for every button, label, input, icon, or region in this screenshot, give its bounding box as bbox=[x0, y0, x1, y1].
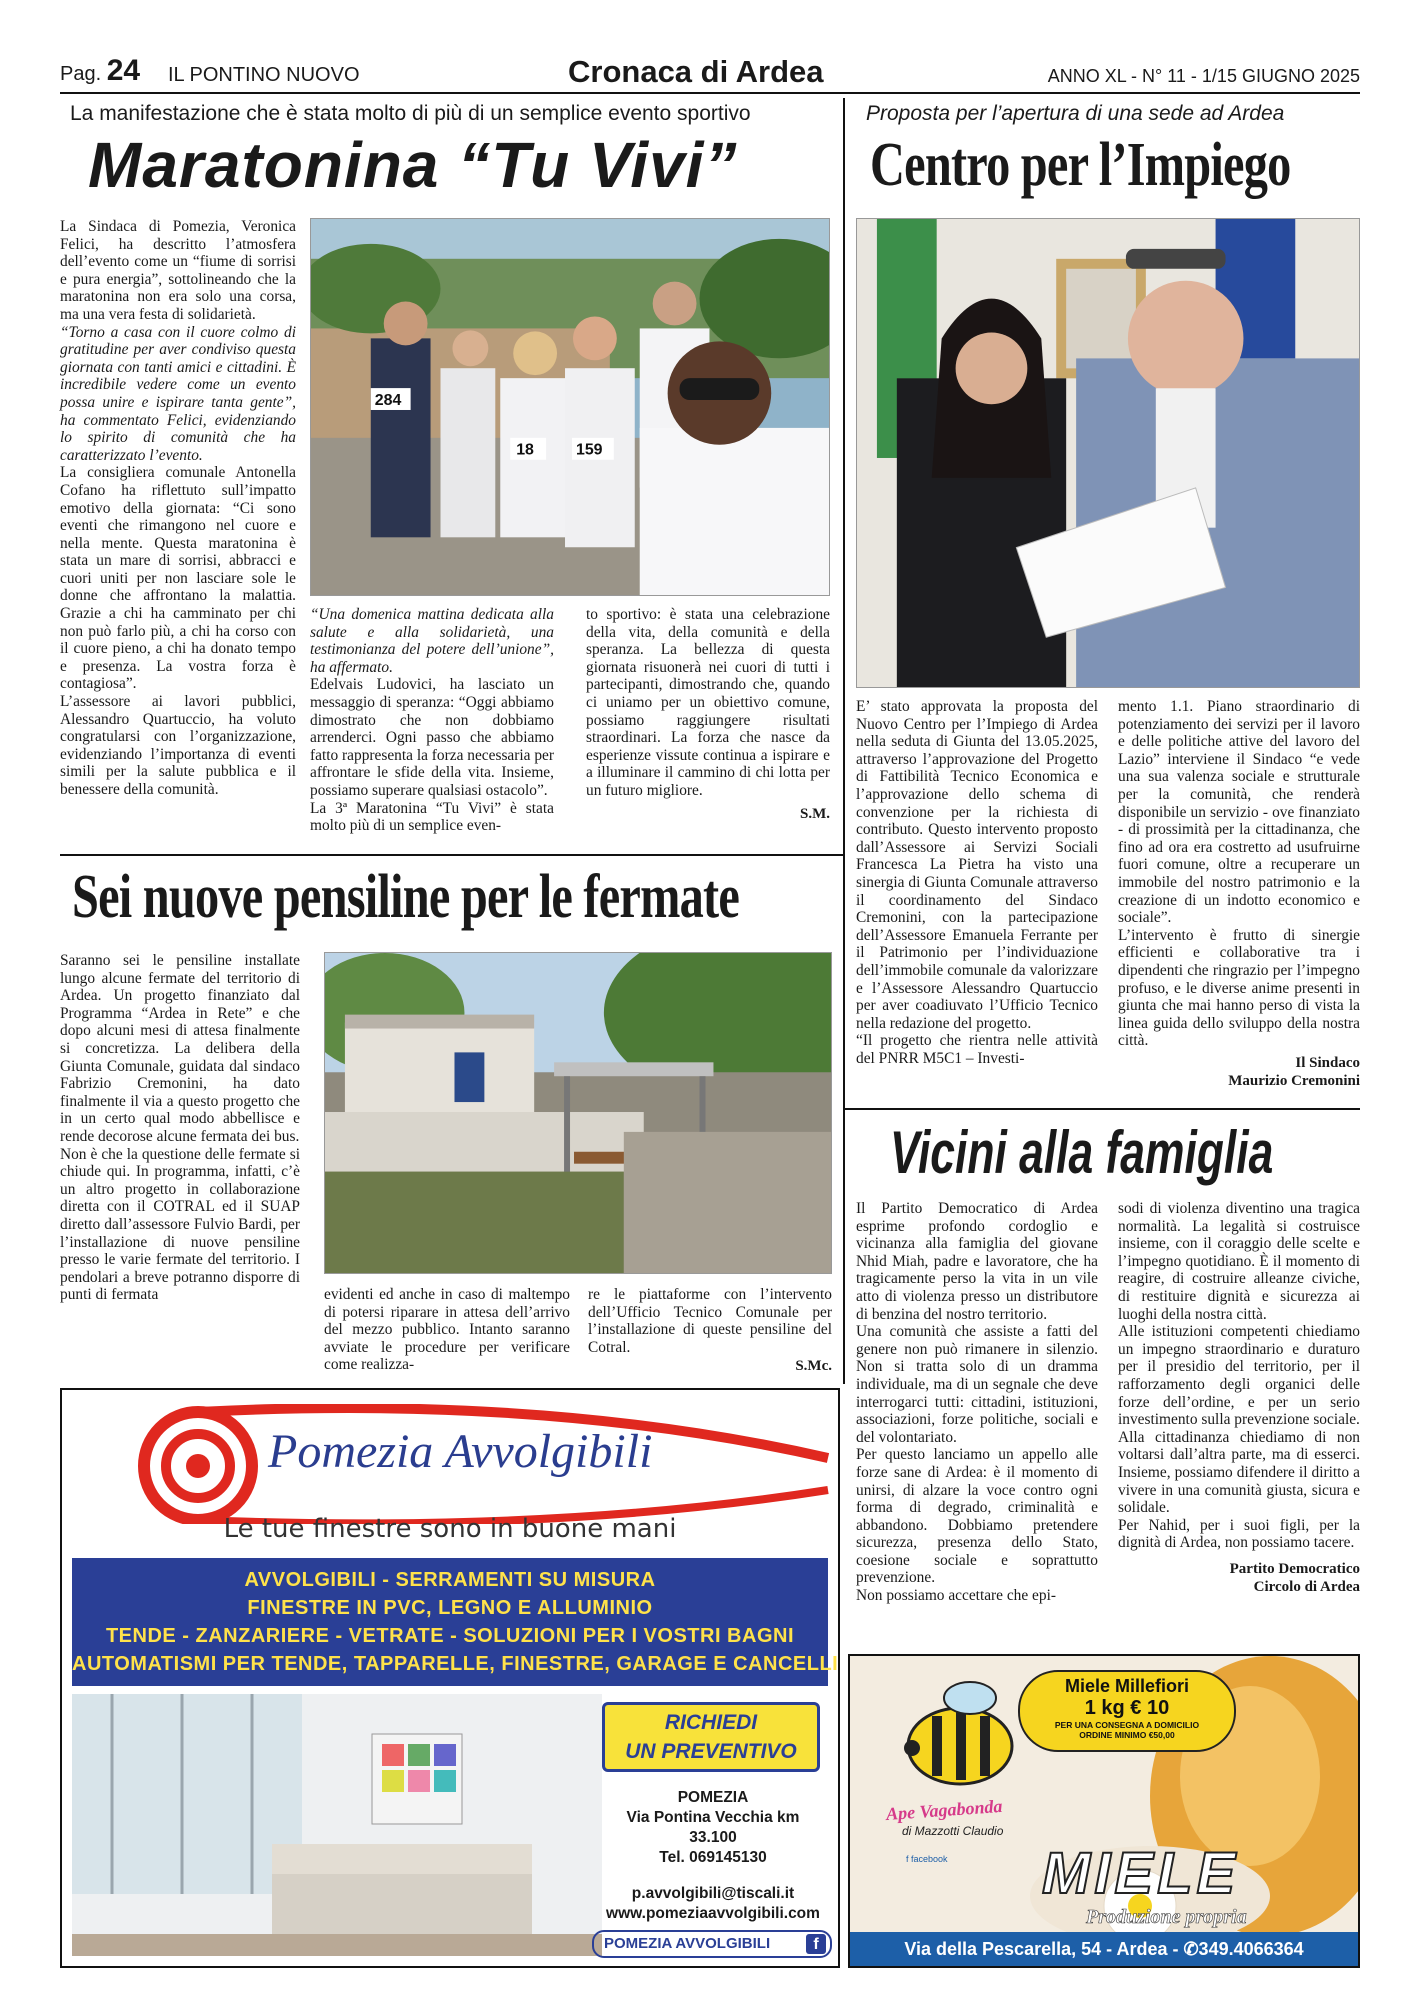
pensiline-headline: Sei nuove pensiline per le fermate bbox=[72, 863, 740, 931]
facebook-label: facebook bbox=[911, 1854, 948, 1864]
pensiline-col-3 bbox=[588, 1286, 832, 1376]
paragraph: re le piattaforme con l’intervento dell’Ufficio Tecnico Comunale per l’installazione di queste pensiline del Cotral. bbox=[588, 1286, 832, 1356]
ad-address: Via Pontina Vecchia km 33.100 bbox=[626, 1809, 800, 1846]
cta-line: RICHIEDI bbox=[664, 1711, 758, 1734]
facebook-label: POMEZIA AVVOLGIBILI bbox=[604, 1935, 771, 1952]
ad-city: POMEZIA bbox=[677, 1789, 749, 1806]
price-badge bbox=[1018, 1670, 1236, 1752]
section-divider bbox=[845, 1108, 1360, 1110]
ad-room-photo bbox=[72, 1694, 602, 1956]
byline: Circolo di Ardea bbox=[1253, 1578, 1360, 1595]
offer-line: Miele Millefiori bbox=[1064, 1676, 1190, 1696]
ad-email-link[interactable]: p.avvolgibili@tiscali.it bbox=[631, 1885, 795, 1902]
pensiline-photo bbox=[324, 952, 832, 1274]
paragraph: L’assessore ai lavori pubblici, Alessandro Quartuccio, ha voluto congratularsi con l’organizzazione, evidenziando l’importanza di eventi simili per la salute pubblica e il benessere della comunità. bbox=[60, 693, 296, 798]
service-line: AVVOLGIBILI - SERRAMENTI SU MISURA bbox=[244, 1569, 656, 1591]
bib-number: 284 bbox=[374, 392, 402, 410]
bib-number: 159 bbox=[575, 441, 603, 459]
service-line: FINESTRE IN PVC, LEGNO E ALLUMINIO bbox=[247, 1597, 653, 1619]
facebook-icon: f bbox=[806, 1934, 826, 1954]
centro-col-1 bbox=[856, 698, 1098, 1067]
paragraph: Alle istituzioni competenti chiediamo un impegno straordinario e duraturo per il presidio del territorio, per il rafforzamento degli organici delle forze dell’ordine, e per un serio investimento sulla prevenzione sociale. bbox=[1118, 1323, 1360, 1429]
paper-name: IL PONTINO NUOVO bbox=[168, 64, 360, 86]
ad-brand: Pomezia Avvolgibili bbox=[268, 1425, 653, 1478]
maratonina-headline: Maratonina “Tu Vivi” bbox=[88, 129, 738, 201]
page-prefix: Pag. bbox=[60, 63, 102, 85]
paragraph: “Il progetto che rientra nelle attività del PNRR M5C1 – Investi- bbox=[856, 1032, 1098, 1067]
miele-brand: Ape Vagabonda bbox=[885, 1795, 1004, 1825]
paragraph: E’ stato approvata la proposta del Nuovo Centro per l’Impiego di Ardea nella seduta di Giunta del 13.05.2025, attraverso l’approvazione del Progetto di Fattibilità Tecnico Economica e l’approvazione dello schema di convenzione per la richiesta di contributo. Questo intervento proposto dall’Assessore ai Servizi Sociali Francesca La Pietra ha visto una sinergia di Giunta Comunale attraverso il coordinamento del Sindaco Cremonini, con la partecipazione dell’Assessore Emanuela Ferrante per il Patrimonio per l’individuazione dell’immobile comunale da valorizzare e l’Assessore Alessandro Quartuccio per aver coadiuvato l’Ufficio Tecnico nella redazione del progetto. bbox=[856, 698, 1098, 1032]
page-number bbox=[60, 54, 140, 88]
offer-note: PER UNA CONSEGNA A DOMICILIO bbox=[1054, 1720, 1200, 1730]
facebook-link[interactable] bbox=[906, 1854, 948, 1864]
offer-price: 1 kg € 10 bbox=[1084, 1697, 1170, 1719]
byline: S.M. bbox=[800, 805, 830, 822]
miele-headline: MIELE bbox=[1042, 1841, 1240, 1906]
vicini-col-2 bbox=[1118, 1200, 1360, 1596]
quote: “Una domenica mattina dedicata alla salute e alla solidarietà, una testimonianza del potere dell’unione”, ha affermato. bbox=[310, 606, 554, 676]
ad-phone[interactable]: Tel. 069145130 bbox=[659, 1849, 767, 1866]
bee-icon bbox=[904, 1682, 1012, 1784]
paragraph: Per questo lanciamo un appello alle forze sane di Ardea: è il momento di unirsi, di alzare la voce contro ogni forma di degrado, criminalità e abbandono. Dobbiamo pretendere sicurezza, presenza dello Stato, coesione sociale e soprattutto prevenzione. bbox=[856, 1446, 1098, 1587]
page-number-value: 24 bbox=[106, 54, 141, 87]
byline: Partito Democratico bbox=[1229, 1560, 1360, 1577]
masthead bbox=[60, 54, 1360, 94]
byline-role: Il Sindaco bbox=[1295, 1054, 1360, 1071]
paragraph: La Sindaca di Pomezia, Veronica Felici, ha descritto l’atmosfera dell’evento come un “fiume di sorrisi e pura energia”, sottolineando che la maratonina non era solo una corsa, ma una vera festa di solidarietà. bbox=[60, 218, 296, 323]
paragraph bbox=[60, 324, 296, 465]
miele-address-bar: Via della Pescarella, 54 - Ardea - ✆349.4066364 bbox=[850, 1932, 1358, 1966]
maratonina-photo bbox=[310, 218, 830, 596]
paragraph: Non possiamo accettare che epi- bbox=[856, 1587, 1056, 1605]
paragraph: Il Partito Democratico di Ardea esprime profondo cordoglio e vicinanza alla famiglia del giovane Nhid Miah, padre e lavoratore, che ha tragicamente perso la vita in un vile atto di violenza presso un distributore di benzina del nostro territorio. bbox=[856, 1200, 1098, 1323]
service-line: TENDE - ZANZARIERE - VETRATE - SOLUZIONI PER I VOSTRI BAGNI bbox=[105, 1625, 795, 1647]
byline: S.Mc. bbox=[795, 1358, 832, 1375]
request-quote-button[interactable] bbox=[602, 1702, 820, 1772]
paragraph: evidenti ed anche in caso di maltempo di potersi riparare in attesa dell’arrivo del mezzo pubblico. Intanto saranno avviate le procedure per verificare come realizza- bbox=[324, 1286, 570, 1374]
centro-kicker: Proposta per l’apertura di una sede ad Ardea bbox=[866, 102, 1285, 125]
bib-number: 18 bbox=[516, 441, 534, 459]
maratonina-col-2 bbox=[310, 606, 554, 835]
paragraph: Per Nahid, per i suoi figli, per la dignità di Ardea, non possiamo tacere. bbox=[1118, 1516, 1360, 1552]
miele-owner: di Mazzotti Claudio bbox=[902, 1824, 1004, 1838]
paragraph: La consigliera comunale Antonella Cofano ha riflettuto sull’impatto emotivo della giornata: “Ci sono eventi che rimangono nel cuore e nella mente. Questa maratonina è stata un mare di sorrisi, abbracci e cuori uniti per non lasciare sole le donne che affrontano la malattia. Grazie a chi ha camminato per chi non può farlo più, a chi ha corso con il cuore pieno, a chi ha donato tempo e presenza. La vostra forza è contagiosa”. bbox=[60, 464, 296, 693]
paragraph: Non è che la questione delle fermate si chiude qui. In programma, infatti, c’è un altro progetto in collaborazione diretta con il COTRAL ed il SUAP diretto dall’assessore Fulvio Bardi, per l’installazione di nuove pensiline presso le varie fermate del territorio. I pendolari a breve potranno disporre di punti di fermata bbox=[60, 1145, 300, 1304]
ad-tagline: Le tue finestre sono in buone mani bbox=[223, 1514, 677, 1544]
paragraph bbox=[310, 606, 554, 676]
miele-subline: Produzione propria bbox=[1086, 1906, 1247, 1928]
quote: “Torno a casa con il cuore colmo di gratitudine per aver condiviso questa giornata con tanti amici e cittadini. È incredibile vedere come un evento possa unire e ispirare tanta gente”, ha commentato Felici, evidenziando lo spirito di comunità che ha caratterizzato l’evento. bbox=[60, 323, 296, 464]
cta-line: UN PREVENTIVO bbox=[625, 1740, 797, 1763]
paragraph: L’intervento è frutto di sinergie efficienti e collaborative tra i dipendenti che ringrazio per l’impegno profuso, e le diverse anime presenti in giunta che mai hanno perso di vista la linea guida dello sviluppo della nostra città. bbox=[1118, 926, 1360, 1050]
centro-headline: Centro per l’Impiego bbox=[870, 131, 1291, 199]
service-line: AUTOMATISMI PER TENDE, TAPPARELLE, FINESTRE, GARAGE E CANCELLI bbox=[72, 1653, 839, 1675]
pensiline-col-1 bbox=[60, 952, 300, 1304]
vicini-col-1 bbox=[856, 1200, 1098, 1605]
vicini-headline: Vicini alla famiglia bbox=[890, 1119, 1274, 1186]
maratonina-kicker: La manifestazione che è stata molto di più di un semplice evento sportivo bbox=[70, 102, 751, 125]
paragraph: Una comunità che assiste a fatti del genere non può rimanere in silenzio. Non si tratta solo di un dramma individuale, ma di un segnale che deve interrogarci tutti: cittadini, istituzioni, associazioni, forze politiche, sociali e del volontariato. bbox=[856, 1323, 1098, 1446]
facebook-page-link[interactable] bbox=[592, 1930, 832, 1958]
section-title: Cronaca di Ardea bbox=[568, 54, 824, 89]
maratonina-col-3 bbox=[586, 606, 830, 823]
ad-pomezia-avvolgibili[interactable] bbox=[60, 1388, 840, 1968]
paragraph: sodi di violenza diventino una tragica normalità. La legalità si costruisce insieme, con il coraggio delle scelte e l’impegno quotidiano. È il momento di reagire, di costruire alleanze civiche, di restituire dignità e sicurezza ai luoghi della nostra città. bbox=[1118, 1200, 1360, 1323]
ad-miele[interactable] bbox=[848, 1654, 1360, 1968]
byline-name: Maurizio Cremonini bbox=[1228, 1072, 1360, 1089]
ad-services-band bbox=[72, 1558, 839, 1686]
paragraph: La 3ª Maratonina “Tu Vivi” è stata molto più di un semplice even- bbox=[310, 799, 554, 835]
paragraph: mento 1.1. Piano straordinario di potenziamento dei servizi per il lavoro e delle politiche attive del lavoro del Lazio” interviene il Sindaco “e vede una sua valenza sociale e strutturale per la comunità, che renderà disponibile un servizio - ove finanziato - di prossimità per la cittadinanza, che fino ad ora era costretto ad usufruirne fuori comune, oltre a recuperare un immobile del nostro patrimonio e la creazione di un indotto economico e sociale”. bbox=[1118, 698, 1360, 927]
offer-note: ORDINE MINIMO €50,00 bbox=[1079, 1730, 1175, 1740]
facebook-icon: f bbox=[906, 1854, 909, 1864]
centro-photo bbox=[856, 218, 1360, 688]
centro-col-2 bbox=[1118, 698, 1360, 1090]
issue-info: ANNO XL - N° 11 - 1/15 GIUGNO 2025 bbox=[1047, 66, 1360, 86]
column-divider bbox=[843, 98, 845, 1384]
paragraph: Saranno sei le pensiline installate lungo alcune fermate del territorio di Ardea. Un progetto finanziato dal Programma “Ardea in Rete” e che dopo alcuni mesi di attesa finalmente si concretizza. La delibera della Giunta Comunale, guidata dal sindaco Fabrizio Cremonini, ha dato finalmente il via a questo progetto che in un certo qual modo abbellisce e rende decorose alcune fermata dei bus. bbox=[60, 952, 300, 1145]
maratonina-col-1 bbox=[60, 218, 296, 799]
paragraph: Alla cittadinanza chiediamo di non voltarsi dall’altra parte, ma di esserci. Insieme, possiamo difendere il diritto a vivere in una comunità giusta, sicura e solidale. bbox=[1118, 1428, 1360, 1517]
paragraph: to sportivo: è stata una celebrazione della vita, della comunità e della speranza. La bellezza di questa giornata risuonerà nei cuori di tutti i partecipanti, dimostrando che, quando ci uniamo per un obiettivo comune, possiamo raggiungere risultati straordinari. La forza che nasce da esperienze vissute continua a ispirare e a illuminare il cammino di chi lotta per un futuro migliore. bbox=[586, 606, 830, 799]
ad-contacts bbox=[602, 1788, 824, 1924]
ad-website-link[interactable]: www.pomeziaavvolgibili.com bbox=[606, 1905, 820, 1922]
pensiline-col-2 bbox=[324, 1286, 570, 1374]
paragraph: Edelvais Ludovici, ha lasciato un messaggio di speranza: “Oggi abbiamo dimostrato che non dobbiamo arrenderci. Ogni passo che abbiamo fatto rappresenta la forza necessaria per affrontare le sfide della vita. Insieme, possiamo superare qualsiasi ostacolo”. bbox=[310, 676, 554, 799]
section-divider bbox=[60, 854, 843, 856]
